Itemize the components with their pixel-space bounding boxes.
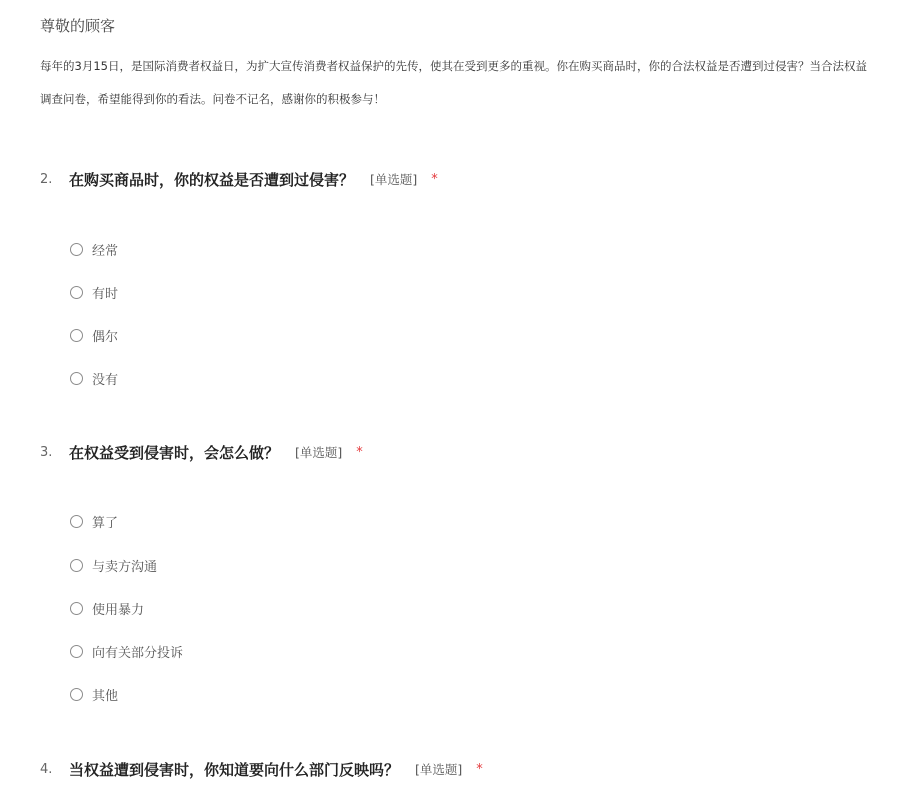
option-label: 经常 [92,243,119,259]
radio-button[interactable] [70,688,83,701]
radio-button[interactable] [70,243,83,256]
question-2-header [40,167,438,191]
option-label: 使用暴力 [92,602,145,618]
option-q3-negotiate-seller[interactable] [70,555,157,575]
intro-text-line-2: 调查问卷，希望能得到你的看法。问卷不记名，感谢你的积极参与！ [40,92,385,106]
question-type-badge: [单选题] [415,762,463,777]
option-q2-sometimes[interactable] [70,282,118,302]
option-label: 与卖方沟通 [92,559,158,575]
option-q3-complain[interactable] [70,641,183,661]
required-marker: * [476,761,483,777]
question-type-badge: [单选题] [370,172,418,187]
intro-text-line-1: 每年的3月15日，是国际消费者权益日，为扩大宣传消费者权益保护的先传，使其在受到更多的重视。你在购买商品时，你的合法权益是否遭到过侵害？当合法权益 [40,59,867,73]
option-label: 没有 [92,372,119,388]
radio-button[interactable] [70,515,83,528]
required-marker: * [356,444,363,460]
option-q3-use-force[interactable] [70,598,144,618]
question-number: 2. [40,171,53,187]
radio-button[interactable] [70,329,83,342]
option-q2-never[interactable] [70,368,118,388]
radio-button[interactable] [70,286,83,299]
radio-button[interactable] [70,602,83,615]
question-type-badge: [单选题] [295,445,343,460]
required-marker: * [431,171,438,187]
option-label: 其他 [92,688,119,704]
option-label: 向有关部分投诉 [92,645,184,661]
option-label: 有时 [92,286,119,302]
question-3-header [40,440,363,464]
option-q2-often[interactable] [70,239,118,259]
question-title: 当权益遭到侵害时，你知道要向什么部门反映吗？ [69,760,400,779]
option-q2-occasionally[interactable] [70,325,118,345]
question-4-header [40,757,483,781]
radio-button[interactable] [70,645,83,658]
radio-button[interactable] [70,372,83,385]
question-title: 在权益受到侵害时，会怎么做？ [69,443,280,462]
option-label: 算了 [92,515,119,531]
question-number: 4. [40,761,53,777]
radio-button[interactable] [70,559,83,572]
question-title: 在购买商品时，你的权益是否遭到过侵害？ [69,170,355,189]
option-q3-let-it-go[interactable] [70,511,118,531]
greeting-heading: 尊敬的顾客 [40,17,116,35]
option-q3-other[interactable] [70,684,118,704]
question-number: 3. [40,444,53,460]
option-label: 偶尔 [92,329,119,345]
